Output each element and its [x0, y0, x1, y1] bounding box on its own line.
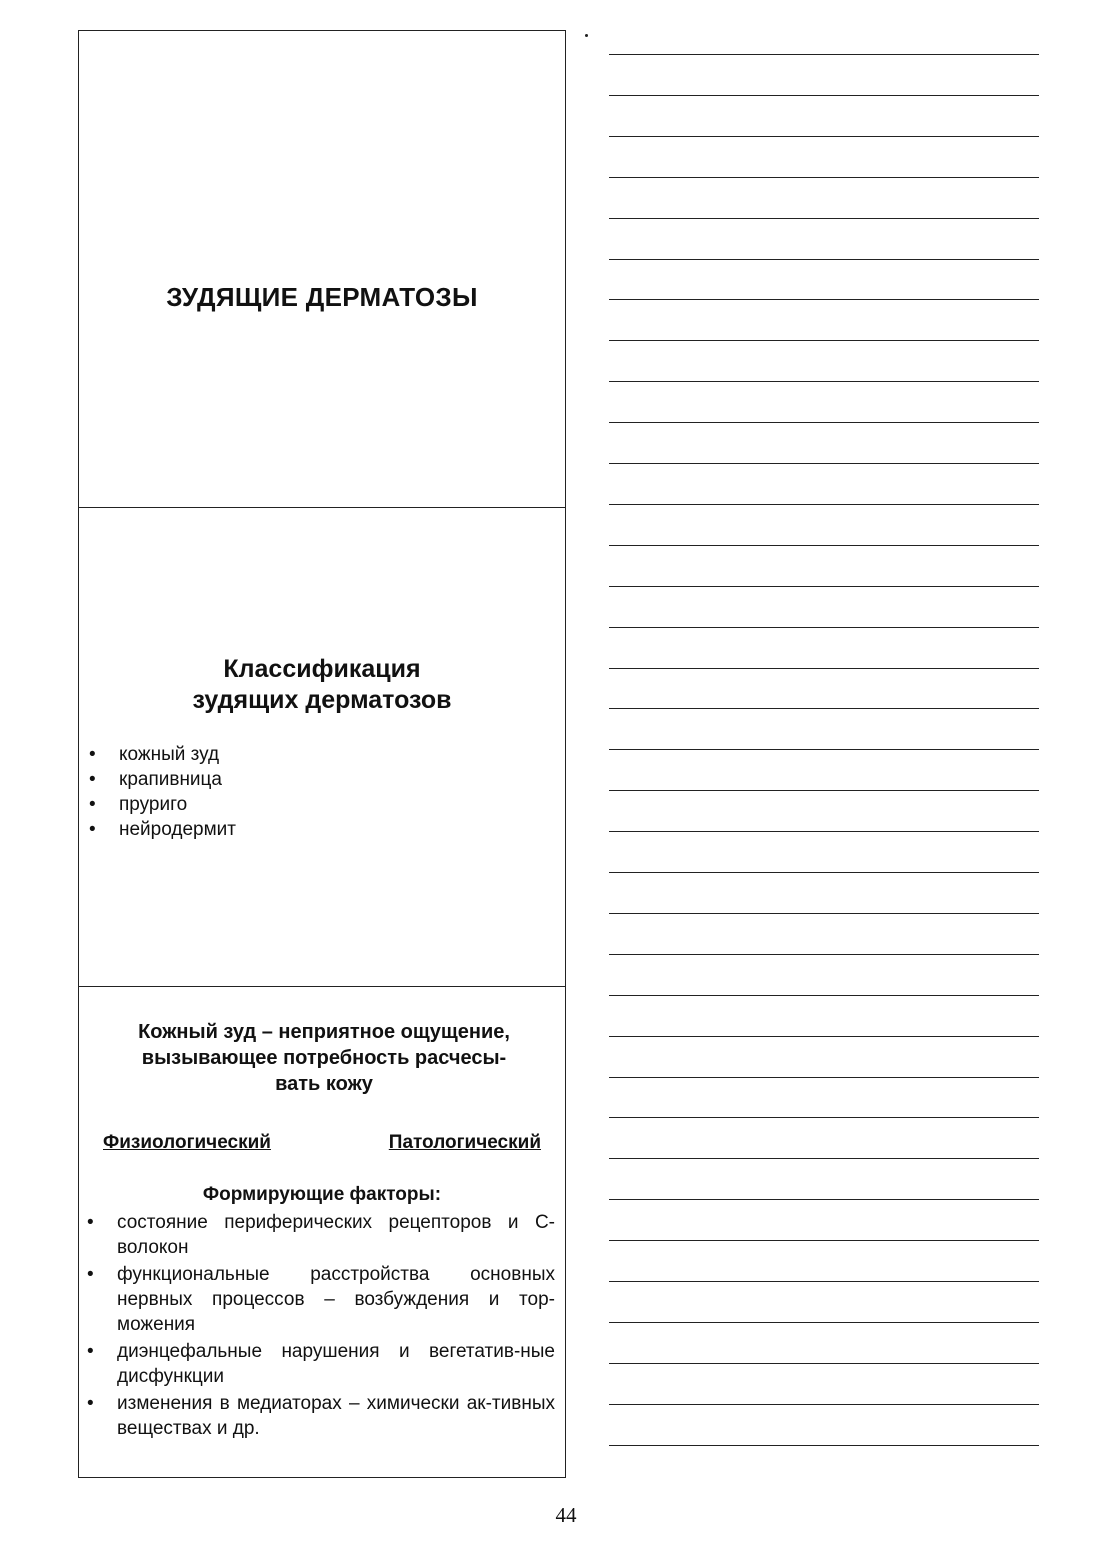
- note-line: [609, 54, 1039, 55]
- list-item: • нейродермит: [89, 817, 236, 842]
- note-line: [609, 1117, 1039, 1118]
- note-line: [609, 668, 1039, 669]
- itch-kinds: [103, 1132, 541, 1154]
- note-line: [609, 340, 1039, 341]
- heading-line-2: зудящих дерматозов: [192, 686, 452, 714]
- note-line: [609, 995, 1039, 996]
- note-line: [609, 627, 1039, 628]
- page-number: 44: [555, 1503, 577, 1527]
- definition-line-3: вать кожу: [275, 1073, 373, 1095]
- note-line: [609, 1363, 1039, 1364]
- note-line: [609, 1404, 1039, 1405]
- kind-pathological: Патологический: [388, 1132, 541, 1153]
- note-line: [609, 299, 1039, 300]
- heading-line-1: Классификация: [223, 655, 421, 683]
- note-line: [609, 1199, 1039, 1200]
- note-line: [609, 1158, 1039, 1159]
- kind-physiological: Физиологический: [103, 1132, 271, 1153]
- note-line: [609, 586, 1039, 587]
- note-line: [609, 831, 1039, 832]
- notes-lines-area: [609, 0, 1039, 1480]
- note-line: [609, 1281, 1039, 1282]
- note-line: [609, 504, 1039, 505]
- definition-line-2: вызывающее потребность расчесы-: [141, 1047, 507, 1069]
- note-line: [609, 708, 1039, 709]
- list-item: • пруриго: [89, 792, 236, 817]
- classification-list: [89, 742, 236, 842]
- list-item: • функциональные расстройства основных нервных процессов – возбуждения и тор-можения: [87, 1262, 555, 1337]
- list-item: • изменения в медиаторах – химически ак-тивных веществах и др.: [87, 1391, 555, 1441]
- note-line: [609, 1077, 1039, 1078]
- note-line: [609, 422, 1039, 423]
- note-line: [609, 177, 1039, 178]
- note-line: [609, 913, 1039, 914]
- factors-list: [87, 1210, 555, 1443]
- note-line: [609, 1322, 1039, 1323]
- slide-classification: [78, 507, 566, 988]
- slide-title: [78, 30, 566, 508]
- list-item: • крапивница: [89, 767, 236, 792]
- definition-text: [99, 1019, 549, 1097]
- note-line: [609, 1036, 1039, 1037]
- list-item: • состояние периферических рецепторов и С-волокон: [87, 1210, 555, 1260]
- note-line: [609, 954, 1039, 955]
- note-line: [609, 381, 1039, 382]
- note-line: [609, 872, 1039, 873]
- note-line: [609, 95, 1039, 96]
- note-line: [609, 1445, 1039, 1446]
- note-line: [609, 545, 1039, 546]
- note-line: [609, 749, 1039, 750]
- note-line: [609, 136, 1039, 137]
- classification-heading: [79, 654, 565, 716]
- definition-line-1: Кожный зуд – неприятное ощущение,: [138, 1021, 510, 1043]
- slide-heading: ЗУДЯЩИЕ ДЕРМАТОЗЫ: [166, 282, 478, 312]
- list-item: • кожный зуд: [89, 742, 236, 767]
- speck-mark: [585, 34, 588, 37]
- note-line: [609, 259, 1039, 260]
- note-line: [609, 463, 1039, 464]
- list-item: • диэнцефальные нарушения и вегетатив-ные дисфункции: [87, 1339, 555, 1389]
- slide-itch-definition: [78, 986, 566, 1478]
- note-line: [609, 218, 1039, 219]
- note-line: [609, 790, 1039, 791]
- factors-heading: Формирующие факторы:: [202, 1184, 442, 1205]
- note-line: [609, 1240, 1039, 1241]
